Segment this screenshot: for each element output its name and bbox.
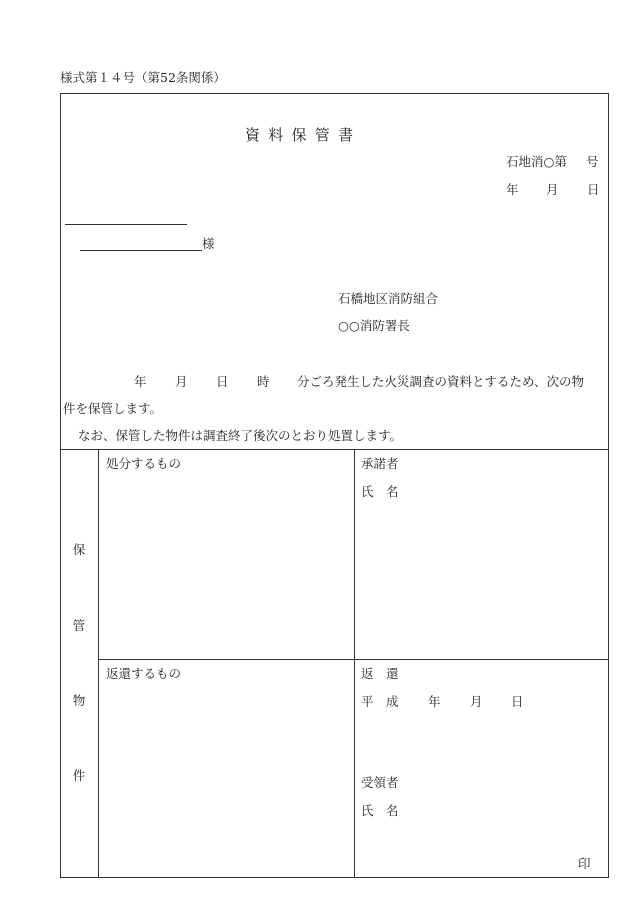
table-top-border <box>60 449 609 450</box>
doc-number-prefix: 石地消○第 <box>506 154 567 169</box>
returned-year: 年 <box>428 694 441 709</box>
form-frame <box>60 93 609 878</box>
addressee-name-line[interactable] <box>80 250 202 251</box>
body-line3: なお、保管した物件は調査終了後次のとおり処置します。 <box>78 428 403 443</box>
receiver-name-label: 氏 名 <box>361 803 399 818</box>
dispose-label: 処分するもの <box>106 456 182 471</box>
form-label: 様式第１４号（第52条関係） <box>60 70 226 85</box>
return-label: 返還するもの <box>106 666 182 681</box>
body-line2: 件を保管します。 <box>63 401 163 416</box>
receiver-label: 受領者 <box>361 775 399 790</box>
header-date-month: 月 <box>546 182 559 197</box>
side-char-1: 保 <box>72 542 86 557</box>
side-char-3: 物 <box>72 693 86 708</box>
body-hour-unit: 時 <box>257 374 270 389</box>
consent-name-label: 氏 名 <box>361 484 399 499</box>
table-side-divider <box>98 449 99 878</box>
document-title: 資料保管書 <box>245 126 362 144</box>
doc-number-suffix: 号 <box>586 154 599 169</box>
side-char-2: 管 <box>72 618 86 633</box>
returned-day: 日 <box>511 694 524 709</box>
side-char-4: 件 <box>72 768 86 783</box>
consent-label: 承諾者 <box>361 456 399 471</box>
returned-month: 月 <box>470 694 483 709</box>
returned-label: 返 還 <box>361 666 399 681</box>
seal-mark: 印 <box>578 856 591 871</box>
body-line1-rest: 分ごろ発生した火災調査の資料とするため、次の物 <box>297 374 585 389</box>
table-middle-divider <box>98 659 609 660</box>
addressee-org-line[interactable] <box>65 224 187 225</box>
body-year-unit: 年 <box>134 374 147 389</box>
body-month-unit: 月 <box>175 374 188 389</box>
issuer-org: 石橋地区消防組合 <box>338 291 439 306</box>
body-day-unit: 日 <box>216 374 229 389</box>
issuer-name: ○○消防署長 <box>338 318 410 333</box>
table-center-divider <box>354 449 355 878</box>
addressee-honorific: 様 <box>202 236 215 251</box>
returned-era: 平 成 <box>361 694 399 709</box>
header-date-day: 日 <box>587 182 600 197</box>
header-date-year: 年 <box>506 182 519 197</box>
